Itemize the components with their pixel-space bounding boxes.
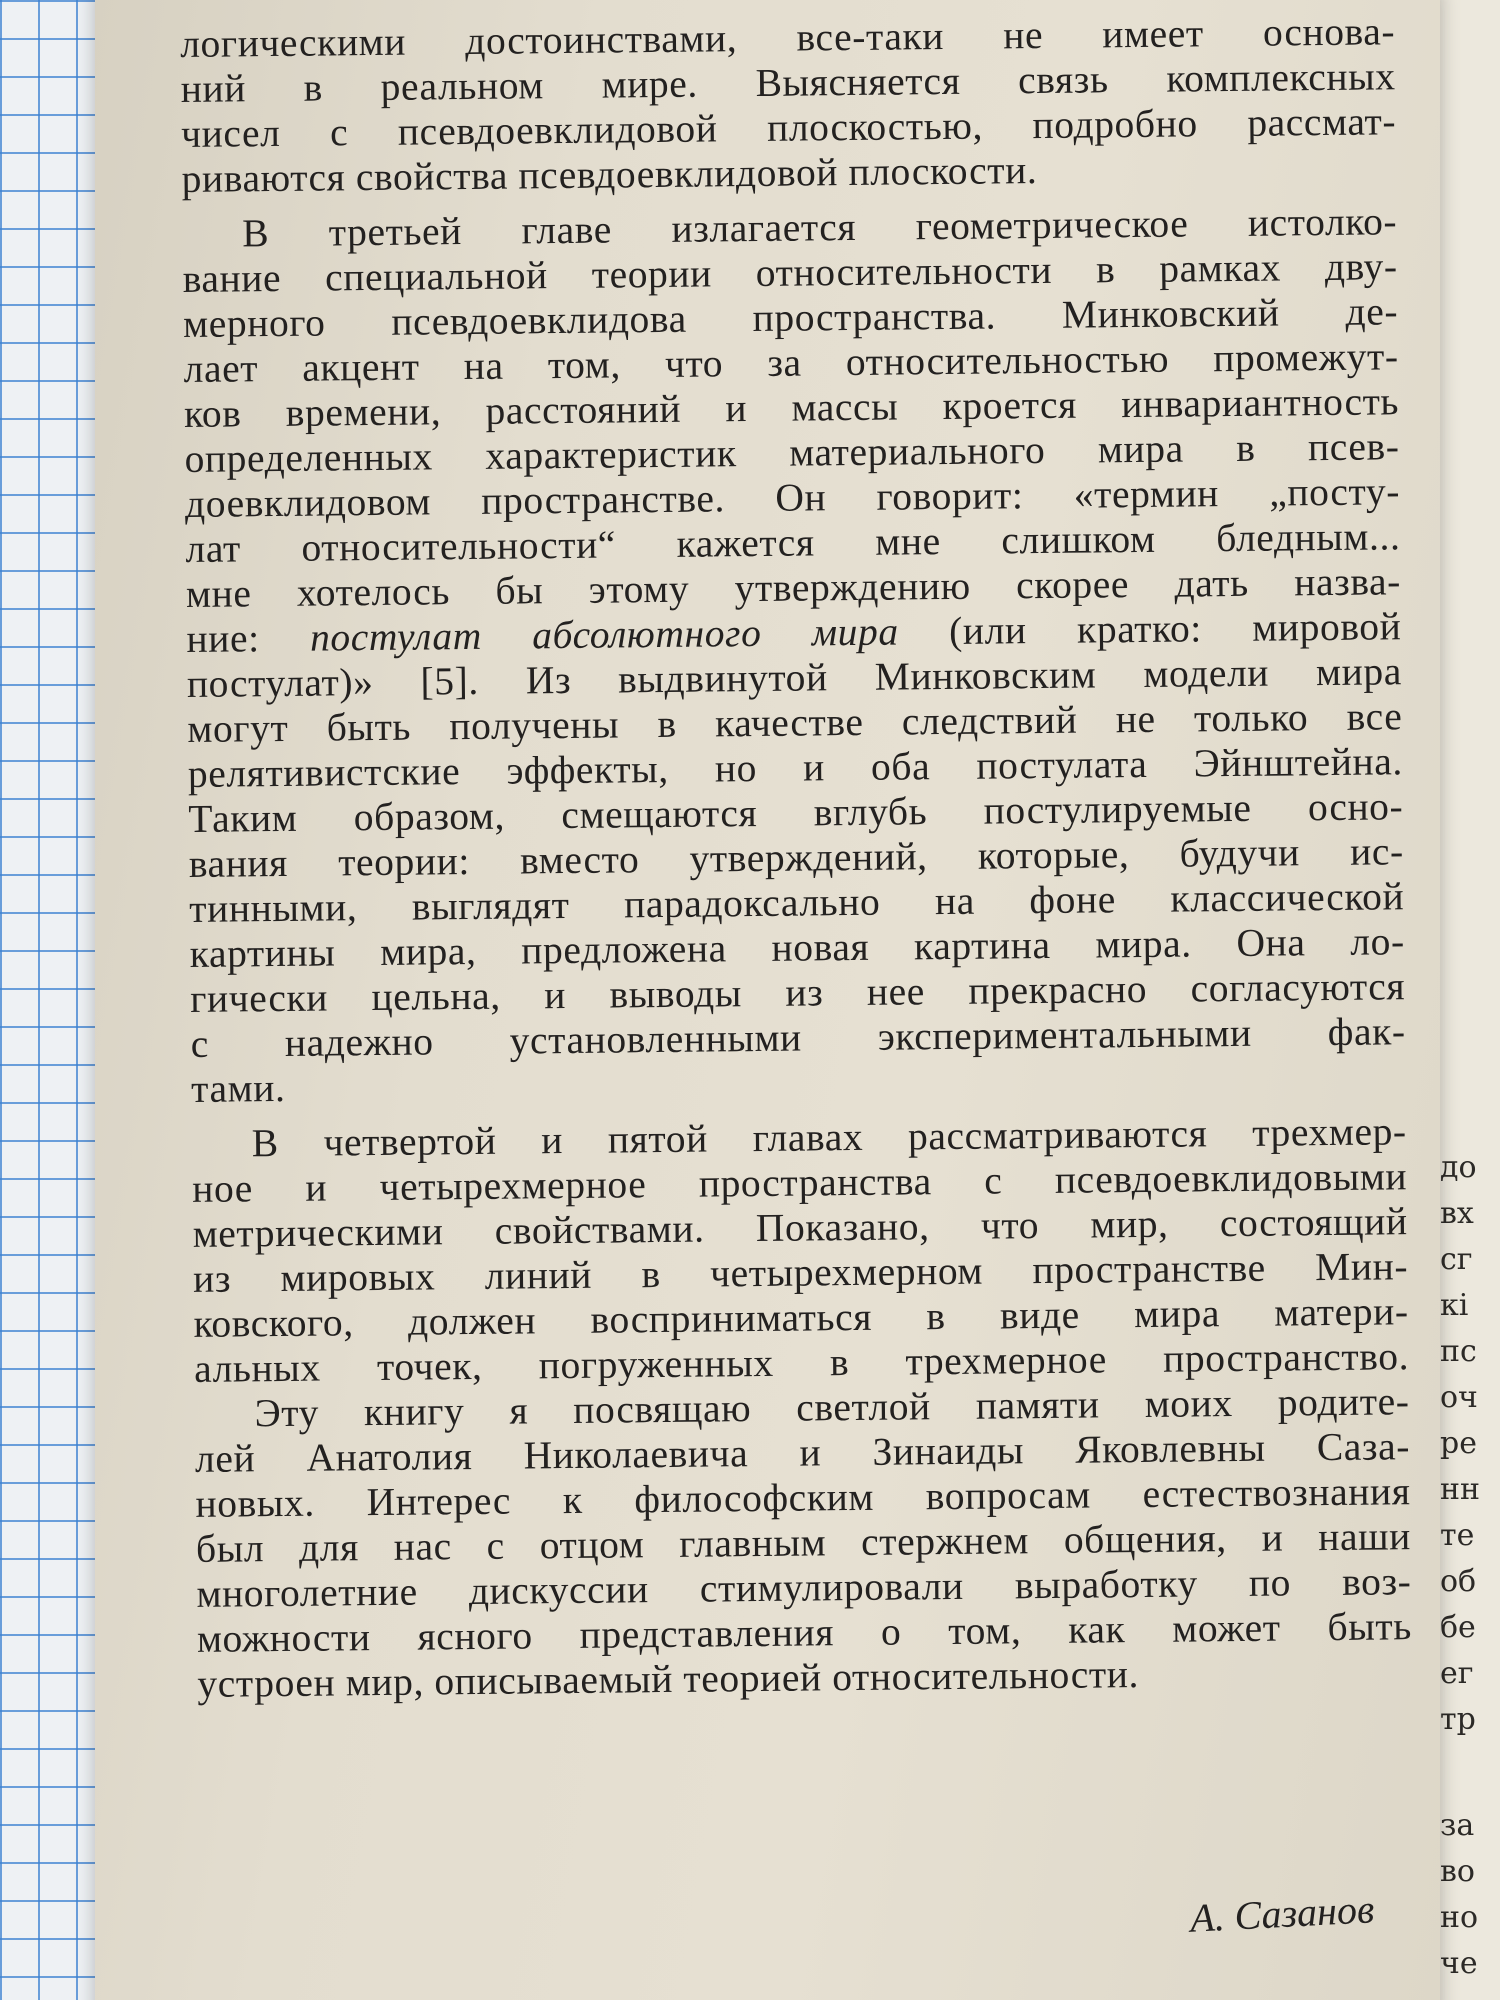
text-line: был для нас с отцом главным стержнем общения, и наши [195, 1514, 1412, 1571]
adjacent-page-fragment: кі [1440, 1288, 1469, 1323]
text-line: гически цельна, и выводы из нее прекрасно согласуются [190, 964, 1406, 1021]
text-line: лает акцент на том, что за относительностью промежут- [183, 334, 1399, 391]
book-page [95, 0, 1440, 2000]
text-line: чисел с псевдоевклидовой плоскостью, подробно рассмат- [180, 99, 1397, 156]
author-signature: А. Сазанов [1188, 1886, 1376, 1941]
text-line: ковского, должен восприниматься в виде мира матери- [193, 1289, 1409, 1346]
text-line: постулат)» [5]. Из выдвинутой Минковским модели мира [186, 649, 1403, 706]
text-line: картины мира, предложена новая картина мира. Она ло- [189, 919, 1405, 976]
adjacent-page-fragment: об [1440, 1564, 1477, 1599]
text-line: логическими достоинствами, все-таки не имеет основа- [180, 9, 1396, 66]
text-line: многолетние дискуссии стимулировали выработку по воз- [196, 1559, 1412, 1616]
text-line: метрическими свойствами. Показано, что мир, состоящий [192, 1199, 1408, 1256]
italic-term: постулат абсолютного мира [309, 609, 899, 660]
text-line: В третьей главе излагается геометрическое истолко- [241, 199, 1398, 256]
text-line: мне хотелось бы этому утверждению скорее дать назва- [185, 559, 1402, 616]
text-line: новых. Интерес к философским вопросам естествознания [195, 1469, 1411, 1526]
adjacent-page-fragment: за [1440, 1808, 1475, 1843]
paragraph [182, 199, 1406, 1112]
text-line: из мировых линий в четырехмерном пространстве Мин- [192, 1244, 1409, 1301]
text-line: устроен мир, описываемый теорией относительности. [197, 1652, 1140, 1706]
paragraph [180, 9, 1397, 202]
text-line: тами. [190, 1065, 286, 1111]
adjacent-page-fragment: пс [1440, 1334, 1477, 1369]
text-line: лат относительности“ кажется мне слишком бледным... [185, 514, 1401, 571]
text-run: ние: [186, 615, 311, 661]
text-line: Эту книгу я посвящаю светлой памяти моих родите- [254, 1379, 1410, 1436]
text-line: альных точек, погруженных в трехмерное пространство. [193, 1334, 1410, 1391]
adjacent-page-fragment: до [1440, 1150, 1477, 1185]
text-line: релятивистские эффекты, но и оба постулата Эйнштейна. [187, 739, 1404, 796]
text-line: с надежно установленными экспериментальными фак- [190, 1009, 1406, 1066]
adjacent-page-fragment: ре [1440, 1426, 1477, 1461]
adjacent-page-fragment: те [1440, 1518, 1475, 1553]
text-line: ков времени, расстояний и массы кроется инвариантность [183, 379, 1400, 436]
text-line: мерного псевдоевклидова пространства. Минковский де- [182, 289, 1399, 346]
text-line: вание специальной теории относительности в рамках дву- [182, 244, 1398, 301]
text-line: Таким образом, смещаются вглубь постулируемые осно- [188, 784, 1404, 841]
text-line: лей Анатолия Николаевича и Зинаиды Яковлевны Саза- [194, 1424, 1411, 1481]
text-line: могут быть получены в качестве следствий не только все [187, 694, 1403, 751]
adjacent-page-fragment: тр [1440, 1702, 1476, 1737]
text-line: В четвертой и пятой главах рассматриваются трехмер- [251, 1109, 1407, 1166]
adjacent-page-fragment: че [1440, 1946, 1478, 1981]
adjacent-page-edge [1430, 0, 1500, 2000]
adjacent-page-fragment: но [1440, 1900, 1479, 1935]
adjacent-page-fragment: ег [1440, 1656, 1474, 1691]
adjacent-page-fragment: во [1440, 1854, 1475, 1889]
adjacent-page-fragment: вх [1440, 1196, 1474, 1231]
adjacent-page-fragment: нн [1440, 1472, 1480, 1507]
paragraph [192, 1109, 1410, 1392]
adjacent-page-fragment: сг [1440, 1242, 1473, 1277]
text-line: определенных характеристик материального мира в псев- [184, 424, 1400, 481]
text-line: можности ясного представления о том, как может быть [196, 1604, 1413, 1661]
text-line: риваются свойства псевдоевклидовой плоскости. [181, 148, 1038, 201]
text-line: вания теории: вместо утверждений, которые, будучи ис- [188, 829, 1404, 886]
adjacent-page-fragment: бе [1440, 1610, 1476, 1645]
text-line: доевклидовом пространстве. Он говорит: «термин „посту- [184, 469, 1401, 526]
text-line: тинными, выглядят парадоксально на фоне классической [189, 874, 1405, 931]
adjacent-page-fragment: оч [1440, 1380, 1478, 1415]
page-body-text [180, 9, 1413, 1707]
text-line: ний в реальном мире. Выясняется связь комплексных [180, 54, 1396, 111]
text-line: ное и четырехмерное пространства с псевдоевклидовыми [191, 1154, 1408, 1211]
paragraph [194, 1379, 1412, 1707]
text-run: (или кратко: мировой [898, 604, 1402, 654]
